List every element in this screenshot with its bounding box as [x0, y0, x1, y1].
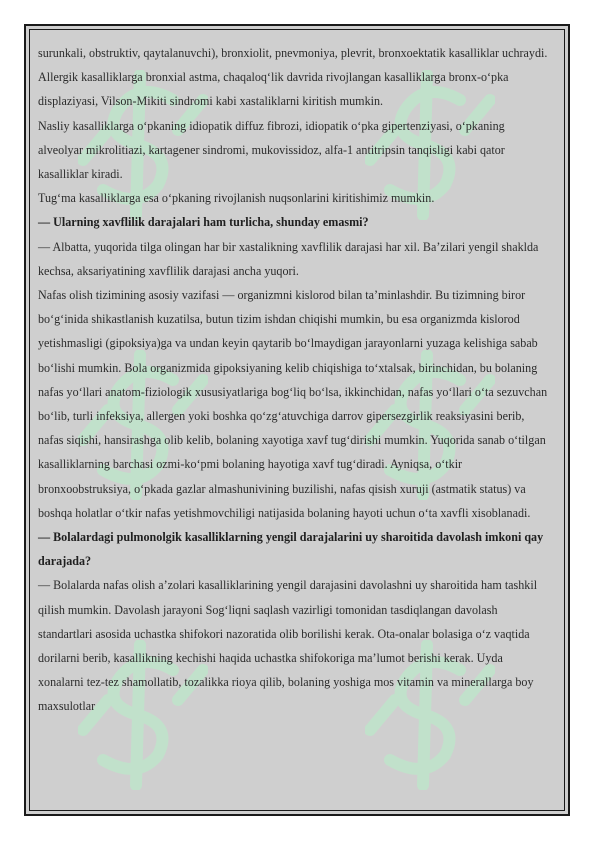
question-heading: — Ularning xavflilik darajalari ham turlicha, shunday emasmi?: [38, 215, 369, 230]
body-paragraph: Nafas olish tizimining asosiy vazifasi — organizmni kislorod bilan ta’minlashdir. Bu tizimning biror bo‘g‘inida shikastlanish kuzatilsa, butun tizim ishdan chiqishi mumkin, bu esa organizmda kislorod yetishmasligi (gipoksiya)ga va undan keyin qaytarib bo‘lmaydigan jarayonlarni yuzaga kelishiga sabab bo‘lishi mumkin. Bola organizmida gipoksiyaning kelib chiqishiga to‘xtalsak, birinchidan, bu bolaning nafas yo‘llari anatom-fiziologik xususiyatlariga bog‘liq bo‘lsa, ikkinchidan, nafas yo‘llari o‘ta sezuvchan bo‘lib, turli infeksiya, allergen yoki boshka qo‘zg‘atuvchiga darrov gipersezgirlik reaksiyasini berib, nafas siqishi, hansirashga olib kelib, bolaning xayotiga xavf tug‘dirishi mumkin. Yuqorida sanab o‘tilgan kasalliklarning barchasi ozmi-ko‘pmi bolaning hayotiga xavf tug‘diradi. Ayniqsa, o‘tkir bronxoobstruksiya, o‘pkada gazlar almashunivining buzilishi, nafas qisish xuruji (astmatik status) va boshqa holatlar o‘tkir nafas yetishmovchiligi natijasida bolaning hayoti uchun o‘ta xavfli xisoblanadi.: [38, 288, 548, 520]
body-paragraph: Nasliy kasalliklarga o‘pkaning idiopatik diffuz fibrozi, idiopatik o‘pka gipertenziyasi, o‘pkaning alveolyar mikrolitiazi, kartagener sindromi, mukovissidoz, alfa-1 antitripsin tanqisligi kabi qator kasalliklar kiradi.: [38, 118, 505, 182]
body-paragraph: Tug‘ma kasalliklarga esa o‘pkaning rivojlanish nuqsonlarini kiritishimiz mumkin.: [38, 191, 435, 206]
article-body: [38, 41, 548, 719]
body-paragraph: Allergik kasalliklarga bronxial astma, chaqaloq‘lik davrida rivojlangan kasalliklarga bronx-o‘pka displaziyasi, Vilson-Mikiti sindromi kabi xastaliklarni kiritish mumkin.: [38, 70, 509, 109]
page-border: [24, 24, 570, 816]
page-inner-border: [29, 29, 565, 811]
body-paragraph: surunkali, obstruktiv, qaytalanuvchi), bronxiolit, pnevmoniya, plevrit, bronxoektatik kasalliklar uchraydi.: [38, 46, 548, 60]
body-paragraph: — Bolalarda nafas olish a’zolari kasalliklarining yengil darajasini davolashni uy sharoitida ham tashkil qilish mumkin. Davolash jarayoni Sog‘liqni saqlash vazirligi tomonidan tasdiqlangan davolash standartlari asosida uchastka shifokori nazoratida olib borilishi kerak. Ota-onalar bolasiga o‘z vaqtida dorilarni berib, kasallikning kechishi haqida uchastka shifokoriga ma’lumot berishi kerak. Uyda xonalarni tez-tez shamollatib, tozalikka rioya qilib, bolaning yoshiga mos vitamin va minerallarga boy maxsulotlar: [38, 578, 538, 714]
question-heading: — Bolalardagi pulmonolgik kasalliklarning yengil darajalarini uy sharoitida davolash imkoni qay darajada?: [38, 530, 544, 569]
body-paragraph: — Albatta, yuqorida tilga olingan har bir xastalikning xavflilik darajasi har xil. Ba’zilari yengil shaklda kechsa, aksariyatining xavflilik darajasi ancha yuqori.: [38, 239, 539, 278]
